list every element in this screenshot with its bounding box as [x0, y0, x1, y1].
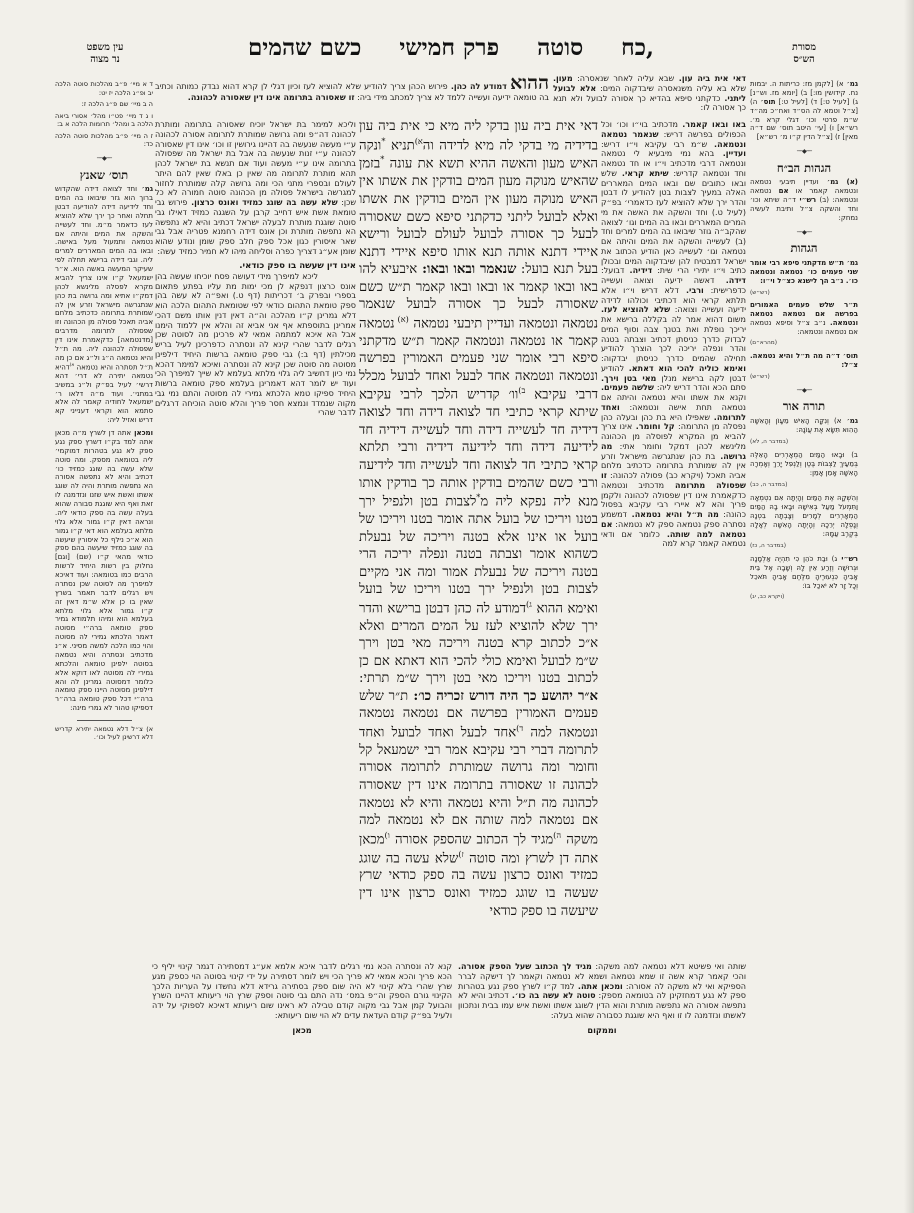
mesorat-hashas-text: גמ׳ א) [לקמן מז: כריתות ה. יבמות נח. קידושין מו:] ב) [יומא מז. וש״נ] ג) [לעיל ט:] ד) [לעיל ט:] תוס׳ ה) [צ״ל וטמא לה הס״ד ואח״כ מה״ד ש״מ פרטי וכו׳ דגלי קרא מ׳. רש״א] ו) [עי׳ היטב תוס׳ שם ד״ה מאין] ז) [צ״ל הדין ק״ו מ׳ רש״א] [750, 80, 858, 142]
ein-mishpat-item: ז ה מיי׳ פ״ב מהלכות סוטה הלכה כד: [55, 131, 153, 149]
gemara-column: דאי אית ביה עון בדקי ליה מיא כי אית ביה עון בדידיה מי בדקי לה מיא לדידה וה$^{א)}$תניא *ונקה האיש מעון והאשה ההיא תשא את עונה *בזמן שהאיש מנוקה מעון המים בודקין את אשתו אין האיש מנוקה מעון אין המים בודקין את אשתו ואלא לבועל ליתני כדקתני סיפא כשם שאסורה לבעל כך אסורה לבועל לעולם לבועל ורישא איידי דתנא אותה תנא אותו סיפא איידי דתנא בעל תנא בועל: שנאמר ובאו ובאו: איבעיא להו באו ובאו קאמר או ובאו ובאו קאמר ת״ש כשם שאסורה לבעל כך אסורה לבועל שנאמר נטמאה ונטמאה ועדיין תיבעי נטמאה $^{(א)}$ נטמאה קאמר או נטמאה ונטמאה קאמר ת״ש מדקתני סיפא רבי אומר שני פעמים האמורין בפרשה ונטמאה ונטמאה אחד לבעל ואחד לבועל מכלל דרבי עקיבא $^{ב)}$וו׳ קדריש הלכך לרבי עקיבא שיתא קראי כתיבי חד לצואה דידה וחד לצואה דידיה חד לעשייה דידה וחד לעשייה דידיה חד לידיעה דידה וחד לידיעה דידיה ורבי תלתא קראי כתיבי חד לצואה וחד לעשייה וחד לידיעה ורבי כשם שהמים בודקין אותה כך בודקין אותו מנא ליה נפקא ליה מ*לצבות בטן ולנפיל ירך בטנו ויריכו של בועל אתה אומר בטנו ויריכו של בועל או אינו אלא בטנה ויריכה של נבעלת כשהוא אומר וצבתה בטנה ונפלה יריכה הרי בטנה ויריכה של נבעלת אמור ומה אני מקיים לצבות בטן ולנפיל ירך בטנו ויריכו של בועל ואימא ההוא $^{ג)}$דמודע לה כהן דבטן ברישא והדר ירך שלא להוציא לעז על המים המרים ואלא א״כ לכתוב קרא בטנה ויריכה מאי בטן וירך ש״מ לבועל ואימא כולי להכי הוא דאתא אם כן לכתוב בטנו ויריכו מאי בטן וירך ש״מ תרתי: א״ר יהושע כך היה דורש זכריה כו׳: ת״ר שלש פעמים האמורין בפרשה אם נטמאה נטמאה ונטמאה למה $^{ד)}$אחד לבעל ואחד לבועל ואחד לתרומה דברי רבי עקיבא אמר רבי ישמעאל קל וחומר ומה גרושה שמותרת לתרומה אסורה לכהונה זו שאסורה בתרומה אינו דין שאסורה לכהונה מה ת״ל והיא נטמאה והיא לא נטמאה אם נטמאה למה שותה אם לא נטמאה למה משקה $^{ה)}$מגיד לך הכתוב שהספק אסורה $^{ו)}$מכאן אתה דן לשרץ ומה סוטה $^{ז)}$שלא עשה בה שוגג כמזיד ואונס כרצון עשה בה ספק כודאי שרץ שעשה בו שוגג כמזיד ואונס כרצון אינו דין שיעשה בו ספק כודאי [359, 119, 598, 919]
ein-mishpat-header-line2: נר מצוה [90, 53, 120, 65]
tosafot-dibur-hamatchil: אינו דין שעשה בו ספק כודאי. [239, 260, 356, 271]
torah-or-verse-ref: (במדבר ה, כז) [750, 542, 786, 549]
shantz-footnote: א) צ״ל דלא נטמאה יתירא קדריש דלא דרשינן לעיל וכו׳. [55, 725, 153, 742]
ein-mishpat-item: ה ב מיי׳ שם פ״ג הלכה ז: [81, 100, 153, 109]
mesorah-header [752, 42, 856, 66]
hagahot-entry: ת״ר שלש פעמים האמורים בפרשה אם נטמאה נטמאה ונטמאה. נ״ב צ״ל וסיפא נטמאה אם נטמאה ונטמאה: [750, 300, 858, 336]
ein-mishpat-header [57, 42, 153, 66]
section-divider-ornament: ──◆── [796, 228, 812, 236]
perek-name: כשם שהמים [247, 34, 362, 61]
section-divider-ornament: ──◆── [796, 386, 812, 394]
torah-or-verse-ref: (במדבר ה, לא) [750, 438, 789, 445]
hagahot-entry: תוס׳ ד״ה מה ת״ל והיא נטמאה. צ״ל: [750, 351, 858, 369]
hagahot-habach-title: הגהות הב״ח [776, 160, 832, 175]
rashi-catchword: וממקום [587, 1024, 617, 1035]
section-divider-ornament: ──◆── [96, 154, 112, 162]
tosafot-top-band: ההוא דמודע לה כהן. פירוש הכהן צריך להודיע שלא להוציא לעז וכיון דגלי לן קרא דהוא נבדק כמותה וכתיב בה טומאה ידיעה ועשייה ללמד לא צריך למכתב מידי ביה: זו שאסורה בתרומה אינו דין שאסורה לכהונה. [155, 74, 549, 102]
footnote-rule [77, 720, 132, 721]
scan-edge-shading [904, 0, 914, 1213]
section-divider-ornament: ──◆── [796, 148, 812, 156]
tosafot-bottom-block [152, 962, 452, 1102]
ein-mishpat-item: ו ג ד מיי׳ פט״ו מהל׳ אסורי ביאה הלכה ב ומהל׳ תרומות הלכה א ב: [55, 111, 153, 129]
hagahot-entry: גמ׳ ת״ש מדקתני סיפא רבי אומר שני פעמים כו׳ נטמאה ונטמאה כו׳. נ״ב הך לישנא כצ״ל וי״ו: [750, 258, 858, 285]
hagahot-habach-text: (א) גמ׳ ועדיין תיבעי נטמאה ונטמאה קאמר או אם נטמאה ונטמאה: (ב) רש״י ד״ה שיתא וכו׳ וחד והשקה צ״ל ותיבת לעשיה נמחק: [750, 178, 858, 222]
hagahot-entry-source: (מהרא״ם) [750, 340, 777, 347]
rashi-bottom-block [458, 962, 746, 1090]
hagahot-entry-source: (רש״ש) [750, 373, 770, 380]
tosafot-paragraph: ליכא למיפרך מידי דעושה פסח יוכיחו שעשה בהן אונס כרצון דנפקא לן מכי ימות מת עליו בפתע פתאום בספרי ובפרק ב׳ דכריתות (דף ט.) ואפ״ה לא עשה בהן ספק טומאת התהום כודאי לפי שטומאת התהום הלכה הוא דלא גמרינן ק״ו מהלכה וה״ה דאין דנין אותו משם דהכי אמרינן בתוספתא אף אני אביא זה והלא אין ללמוד הימנו אבל הא איכא למתמה אמאי לא פרכינן מה לסוטה שכן רגלים לדבר שהרי קינא לה ונסתרה כדפרכינן לעיל בריש מכילתין (דף ב:) גבי ספק טומאה ברשות היחיד דילפינן מסוטה מה סוטה שכן קינא לה ונסתרה ואיכא למימר דהכא נמי כיון דחשיב ליה גלוי מלתא בעלמא לא שייך למיפרך הכי ועוד יש לומר דהא דאמרינן בעלמא ספק טומאה ברשות היחיד ספיקו טמא הלכתא גמירי לה מסוטה והתם נמי גבי מקוה שנמדד ונמצא חסר פריך והלא סוטה הוכיחה דרגלים לדבר שהרי [155, 271, 356, 418]
perek-number: פרק חמישי [399, 34, 500, 61]
torah-or-verse-ref: (במדבר ה, כב) [750, 481, 788, 488]
tosafot-paragraph: וליכא למימר בת ישראל יוכיח שאסורה בתרומה ומותרת לכהונה דה״פ ומה גרושה שמותרת לתרומה אסורה לכהונה ע״י מעשה שנעשה בה דהיינו גירושין זו וכו׳ אינו דין שאסורה לכהונה ע״י זנות שנעשה בה אבל בת ישראל מה שפסולה בתרומה אינו ע״י מעשה ועוד אם תנשא בת ישראל לכהן תהא מותרת לתרומה מה שאין כן באלו שאין להם היתר לעולם ובספרי מתני הכי ומה גרושה קלה שמותרת לחזור למגרשה בישראל פסולה מן הכהונה סוטה חמורה לא כל שכן: שלא עשה בה שוגג כמזיד ואונס כרצון. פירוש גבי טומאת אשת איש דחייב קרבן על השגגה כמזיד דאילו גבי סוטה שוגגת מותרת לבעלה ישראל דכתיב והיא לא נתפשה הא נתפשה מותרת וכן אונס דידה רחמנא פטריה אבל גבי שאר איסורין כגון אכל ספק חלב ספק שומן ונודע שהוא שומן אע״ג דצריך כפרה וסליחה מיהו לא חמיר כמזיד עשה: [155, 120, 356, 256]
torah-or-verse: גמ׳ א) וְנִקָּה הָאִישׁ מֵעָוֹן וְהָאִשָּׁה הַהִוא תִּשָּׂא אֶת עֲוֹנָהּ: [750, 417, 858, 434]
torah-or-title: תורה אור [782, 399, 826, 414]
rashi-column: באו ובאו קאמר. מדכתיב בוי״ו וכו׳ וכל הכפולים בפרשה דריש: שנאמר נטמאה ונטמאה. ש״מ רבי עקיבא וי״ו דריש: ועדיין. בהא נמי מיבעיא לי נטמאה ונטמאה דרבי מדכתיב וי״ו או חד נטמאה וחד ונטמאה קדריש: שיתא קראי. שלש ובאו כתובים שם ובאו המים המאררים האלה במעיך לצבות בטן להודיע לו דבטן והדר ירך שלא להוציא לעז כדאמרי׳ בפ״ק (לעיל ט.) וחד והשקה את האשה את מי המרים המאררים ובאו בה המים וגו׳ לצואה שהקב״ה גוזר שיבואו בה המים למרים וחד (ב) לעשייה והשקה את המים והיתה אם נטמאה וגו׳ לעשייה כאן הודיע הכתוב את ישראל דמבטיח להן שיבדקוה המים ובכולן כתיב וי״ו יתירי הרי שית: דידיה. דבועל: דידה. דאשה ידיעה וצואה ועשייה כדפרישית: ורבי. דלא דריש וי״ו אלא תלתא קראי הוא דכתיבי וכולהו לדידה ידיעה ועשייה וצואה: שלא להוציא לעז. משום דהוא אמר לה בקללה ברישא את יריכך נופלת ואת בטנך צבה וסוף המים לבדוק כדרך כניסתן דכתיב וצבתה בטנה והדר ונפלה יריכה לכך הוצרך להודיע תחילה שהמים כדרך כניסתן יבדקוה: ואימא כוליה להכי הוא דאתא. להודיע דבטן לקה ברישא מנלן מאי בטן וירך. סתם הכא והדר דריש ליה: שלשה פעמים. וקנא את אשתו והיא נטמאה והיתה אם נטמאה תחת אישה ונטמאה: ואחד לתרומה. שאפילו היא בת כהן ובעלה כהן נפסלה מן התרומה: קל וחומר. אינו צריך להביא מן המקרא לפוסלה מן הכהונה מלינשא לכהן דמקל וחומר אתי: מה גרושה. בת כהן שנתגרשה מישראל וזרע אין לה שמותרת בתרומה כדכתיב מלחם אביה תאכל (ויקרא כב) פסולה לכהונה: זו שפסולה מתרומה מדכתיב ונטמאה כדקאמרת אינו דין שפסולה לכהונה ולקמן פריך והא לא איירי רבי עקיבא בפסול כהונה: מה ת״ל והיא נטמאה. דמשמע נסתרה ספק נטמאה ספק לא נטמאה: אם נטמאה למה שותה. כלומר אם ודאי נטמאה קאמר קרא למה [601, 120, 746, 549]
rashi-top-band: דאי אית ביה עון. שבא עליה לאחר שנאסרה: מעון. שלא בא עליה משנאסרה שיבדקוה המים: אלא לבועל ליתני. כדקתני סיפא בהדיא כך אסורה לבועל ולא תנא כך אסורה לו: [553, 74, 746, 113]
right-margin-column [750, 80, 858, 1080]
rashi-bottom-paragraph: שותה ואי פשיטא דלא נטמאה למה משקה: מגיד לך הכתוב שעל הספק אסורה. והכי קאמר קרא אשה זו שמא נטמאה ושמא לא נטמאה וקאמר לך דישקה לברר הספיקא ואי לא משקה לה אסורה: ומכאן אתה. למד ק״ו לשרץ ספק נגע בטהרות ספק לא נגע דמחזקינן לה בטומאה מספק: סוטה לא עשה בה כו׳. דכתיב והיא לא נתפשה אסורה הא נתפשה מותרת והוא הדין לשוגג אשתו ואשת איש עמו בבית ונתכוון לאשתו ונזדמנה לו זו ואף היא שוגגת כסבורה שהוא בעלה: [458, 962, 746, 1020]
torah-or-verse-ref: (ויקרא כב, יג) [750, 594, 785, 601]
tosafot-shantz-title: תוס׳ שאנץ [79, 167, 129, 182]
daf-number: כח, [621, 34, 655, 61]
masechet-name: סוטה [537, 34, 584, 61]
tosafot-column [155, 120, 356, 960]
tosafot-shantz-paragraph: ומכאן אתה דן לשרץ מ״ה מכאן אתה למד בק״ו דשרץ ספק נגע ספק לא נגע בטהרות דמוקמי׳ ליה בטומאה מספק. ומה סוטה שלא עשה בה שוגג כמזיד כו׳ דכתיב והיא לא נתפשה אסורה הא נתפשה מותרת והיה לה שוגג אשתו ואשת איש שזנו ונזדמנה לו זאת ואף היא שוגגת סבורה שהוא בעלה עשה בה ספק כודאי ליה. ונראה דאין ק״ו גמור אלא גלוי מלתא בעלמא הוא דאי ק״ו גמור הוא א״כ נילף כל איסורין שיעשה בה שוגג כמזיד שיעשה בהם ספק כודאי מהאי ק״ו (שם) [וגם] נחלוק בין רשות היחיד לרשות הרבים כמו בטומאה: ועוד דאיכא למיפרך מה לסוטה שכן נסתרה ויש רגלים לדבר תאמר בשרץ שאין בו כן אלא ש״מ דאין זה ק״ו גמור אלא גלוי מלתא בעלמא הוא ומיהו תלמודא גמיר ספק טומאה ברה״י מסוטה דאמר הלכתא גמירי לה מסוטה והוי כמו הלכה למשה מסיני. א״נ מדכתיב ונסתרה והיא נטמאה בסוטה ילפינן טומאה והלכתא גמירי לה מסוטה לאו דוקא אלא כלומר דמסוטה גמרינן לה והא דילפינן מסוטה היינו ספק טומאה ברה״י דכל ספק טומאה ברה״ר דספיקו טהור לא גמרי מינה: [55, 429, 153, 713]
tosafot-bottom-paragraph: קנא לה ונסתרה הכא נמי רגלים לדבר איכא אלמא אע״ג דמסתירה דגמר קינוי יליף כי הכא פריך והכא אמאי לא פריך הכי ויש לומר דסתירה על ידי קינוי בסוטה הוי כספק מגע שרץ שהרי בלא קינוי לא היה שום ספק בסתירה גרידא דלא נחשדו על העריות הלכך הקינוי גורם הספק וה״פ במס׳ נדה התם גבי סוטה וספק שרץ הוי ריעותא דהיינו השרץ והבועל קמן אבל גבי מקוה קודם טבילה לא ראינו שום ריעותא דאיכא לספוקי על ידה ולעיל בפ״ק קודם העדאת עדים לא הוי שום ריעותא: [152, 962, 452, 1020]
ein-mishpat-item: ד א מיי׳ פ״ב מהלכות סוטה הלכה יב ופ״ג הלכה יז יט: [55, 80, 153, 97]
left-margin-column [55, 80, 153, 1080]
page-title [155, 34, 747, 61]
torah-or-verse: וְהִשְׁקָהּ אֶת הַמַּיִם וְהָיְתָה אִם נִטְמְאָה וַתִּמְעֹל מַעַל בְּאִישָׁהּ וּבָאוּ בָהּ הַמַּיִם הַמְאָרְרִים לְמָרִים וְצָבְתָה בִטְנָהּ וְנָפְלָה יְרֵכָהּ וְהָיְתָה הָאִשָּׁה לְאָלָה בְּקֶרֶב עַמָּהּ: [750, 494, 858, 538]
ein-mishpat-header-line1: עין משפט [86, 42, 124, 53]
tosafot-catchword: מכאן [292, 1024, 312, 1035]
mesorah-header-line1: מסורת [792, 42, 816, 53]
torah-or-verse: ב) וּבָאוּ הַמַּיִם הַמְאָרְרִים הָאֵלֶּה בְּמֵעַיִךְ לַצְבּוֹת בֶּטֶן וְלַנְפִּל יָרֵךְ וְאָמְרָה הָאִשָּׁה אָמֵן אָמֵן: [750, 451, 858, 477]
torah-or-verse: רש״י ג) וּבַת כֹּהֵן כִּי תִהְיֶה אַלְמָנָה וּגְרוּשָׁה וְזֶרַע אֵין לָהּ וְשָׁבָה אֶל בֵּית אָבִיהָ כִּנְעוּרֶיהָ מִלֶּחֶם אָבִיהָ תֹּאכֵל וְכָל זָר לֹא יֹאכַל בּוֹ: [750, 554, 858, 590]
tosafot-shantz-paragraph: גמ׳ וחד לצואה דידה שהקדוש ברוך הוא גזר שיבואו בה המים וחד לידיעה דידה להודיעה דבטן תחלה ואחר כך ירך שלא להוציא לעז כדאמר מ״מ. וחד לעשייה והשקה את המים והיתה אם נטמאה ותמעול מעל באישה. ובאו בה המים המאררים למרים ליה. וגבי דידה ברישא תחלה לפי שעיקר המעשה באשה הוא. א״ר ישמעאל ק״ו אינו צריך להביא מקרא לפסלה מלינשא לכהן דמק״ו אתיא ומה גרושה בת כהן שנתגרשה מישראל וזרע אין לה שמותרת בתרומה כדכתיב מלחם אביה תאכל פסולה מן הכהונה וזו שפסולה לתרומה מדרבים [מדנטמאה] כדקאמרת אינו דין שפסולה לכהונה ליה. מה ת״ל והיא נטמאה ה״ג ול״ג אם כן מה ת״ל תסתרה והיא נטמאה $^{א)}$דהיא נטמאה יתירה לא דרי׳ דהא דרשי׳ לעיל בפ״ק ול״נ במשיב במתני׳. ועוד מ״ה דלאו ר׳ ישמעאל לחודיה קאמר לה אלא סתמא הוא וקראי דענייני קא דריש ואזיל ליה: [55, 185, 153, 425]
hagahot-title: הגהות [790, 241, 818, 256]
hagahot-entry-source: (רש״ש) [750, 289, 770, 296]
mesorah-header-line2: הש״ס [793, 53, 815, 65]
